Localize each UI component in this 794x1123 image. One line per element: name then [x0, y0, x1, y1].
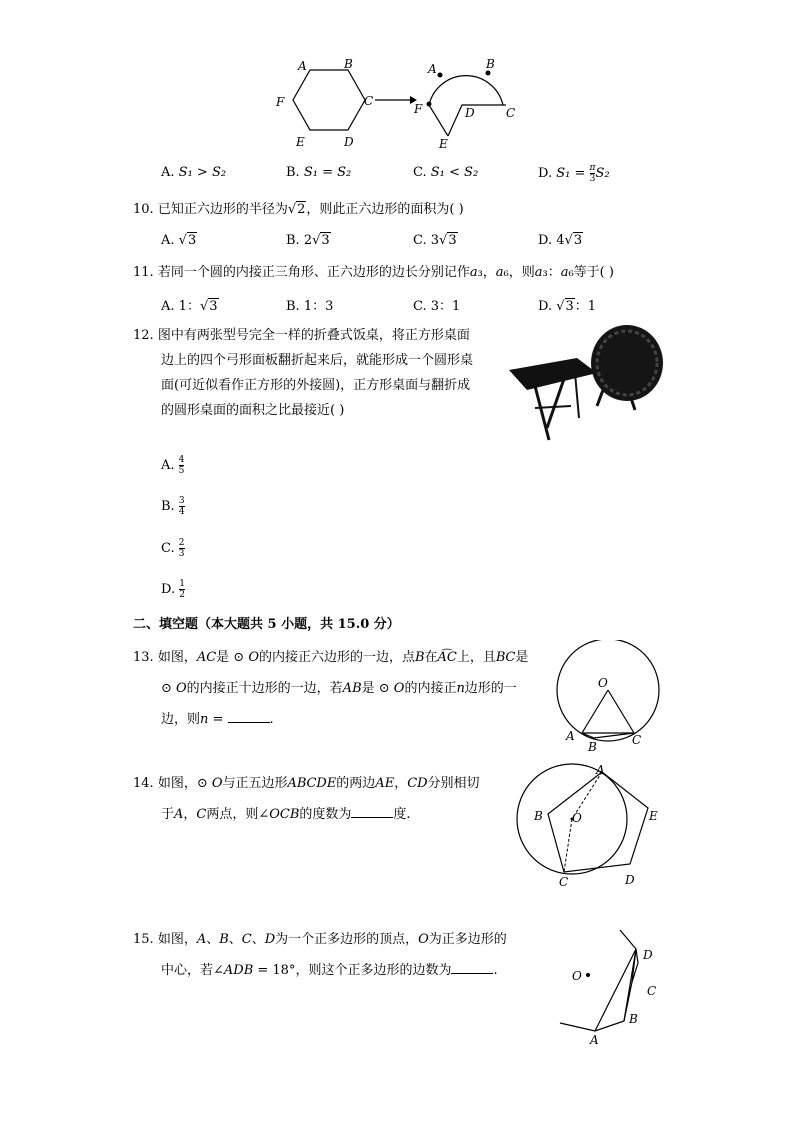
question-13-line-1: 13. 如图，𝐴𝐶是 ⊙ 𝑂的内接正六边形的一边，点𝐵在𝐴͡𝐶上，且𝐵𝐶是 — [133, 650, 529, 665]
hexagon-transform-figure — [270, 55, 530, 155]
question-10: 10. 已知正六边形的半径为√2，则此正六边形的面积为( ) — [133, 202, 464, 217]
hex-label-b: B — [344, 57, 353, 71]
arc-label-a: A — [428, 62, 437, 76]
q12-option-b: B. $\frac{3}{4}$ — [161, 496, 185, 517]
q15-label-a: A — [590, 1033, 599, 1047]
question-13-line-2: ⊙ 𝑂的内接正十边形的一边，若𝐴𝐵是 ⊙ 𝑂的内接正𝑛边形的一 — [161, 681, 517, 696]
question-15-line-1: 15. 如图，𝐴、𝐵、𝐶、𝐷为一个正多边形的顶点，𝑂为正多边形的 — [133, 932, 507, 947]
q15-label-c: C — [647, 984, 657, 998]
q10-option-c: C. 3√3 — [413, 233, 457, 248]
answer-blank[interactable] — [451, 959, 493, 974]
arc-label-f: F — [414, 102, 423, 116]
question-12-line-1: 12. 图中有两张型号完全一样的折叠式饭桌，将正方形桌面 — [133, 328, 470, 343]
q13-circle-figure — [552, 640, 664, 752]
question-12-line-2: 边上的四个弓形面板翻折起来后，就能形成一个圆形桌 — [161, 353, 474, 368]
hexagon — [293, 70, 365, 130]
q15-label-b: B — [629, 1012, 638, 1026]
hex-label-c: C — [364, 94, 374, 108]
q11-option-d: D. √3：1 — [538, 299, 597, 314]
q13-label-c: C — [632, 733, 642, 747]
q9-option-b: B. S₁ = S₂ — [286, 165, 352, 180]
question-12-line-3: 面(可近似看作正方形的外接圆)，正方形桌面与翻折成 — [161, 378, 471, 393]
q9-option-a: A. S₁ > S₂ — [161, 165, 227, 180]
question-11: 11. 若同一个圆的内接正三角形、正六边形的边长分别记作𝑎₃，𝑎₆，则𝑎₃：𝑎₆等于( ) — [133, 265, 614, 280]
hex-label-e: E — [296, 135, 305, 149]
section-header: 二、填空题（本大题共 5 小题，共 15.0 分） — [133, 617, 400, 632]
q14-pentagon-figure — [512, 762, 662, 892]
q13-label-b: B — [588, 740, 597, 752]
q13-label-a: A — [566, 729, 575, 743]
q14-label-o: O — [572, 811, 582, 825]
q14-label-c: C — [559, 875, 569, 889]
question-14-line-1: 14. 如图，⊙ 𝑂与正五边形𝐴𝐵𝐶𝐷𝐸的两边𝐴𝐸，𝐶𝐷分别相切 — [133, 776, 480, 791]
q12-option-d: D. $\frac{1}{2}$ — [161, 579, 185, 600]
question-13-line-3: 边，则𝑛 = . — [161, 708, 274, 732]
arc-label-e: E — [439, 137, 448, 151]
q14-label-b: B — [534, 809, 543, 823]
hex-label-d: D — [344, 135, 354, 149]
answer-blank[interactable] — [228, 708, 270, 723]
q10-option-b: B. 2√3 — [286, 233, 330, 248]
arc-label-b: B — [486, 57, 495, 71]
arc-label-d: D — [465, 106, 475, 120]
q15-label-o: O — [572, 969, 582, 983]
q14-label-d: D — [625, 873, 635, 887]
arc-label-c: C — [506, 106, 516, 120]
question-15-line-2: 中心，若∠𝐴𝐷𝐵 = 18°，则这个正多边形的边数为 . — [161, 959, 498, 983]
q10-option-d: D. 4√3 — [538, 233, 583, 248]
q12-option-a: A. $\frac{4}{5}$ — [161, 455, 185, 476]
hex-label-a: A — [298, 59, 307, 73]
folding-tables-image — [505, 318, 665, 448]
q11-option-c: C. 3：1 — [413, 299, 461, 314]
q11-option-a: A. 1：√3 — [161, 299, 218, 314]
question-14-line-2: 于𝐴，𝐶两点，则∠𝑂𝐶𝐵的度数为 度. — [161, 803, 411, 827]
q13-label-o: O — [598, 676, 608, 690]
hex-label-f: F — [276, 95, 285, 109]
q15-label-d: D — [643, 948, 653, 962]
q14-label-e: E — [649, 809, 658, 823]
answer-blank[interactable] — [351, 803, 393, 818]
q15-polygon-figure — [552, 925, 672, 1050]
q11-option-b: B. 1：3 — [286, 299, 334, 314]
q9-option-d: D. S₁ = $\frac{\pi}{3}$ S₂ — [538, 163, 610, 184]
q9-option-c: C. S₁ < S₂ — [413, 165, 479, 180]
q10-option-a: A. √3 — [161, 233, 197, 248]
q14-label-a: A — [596, 763, 605, 777]
q12-option-c: C. $\frac{2}{3}$ — [161, 538, 185, 559]
question-12-line-4: 的圆形桌面的面积之比最接近( ) — [161, 403, 345, 418]
